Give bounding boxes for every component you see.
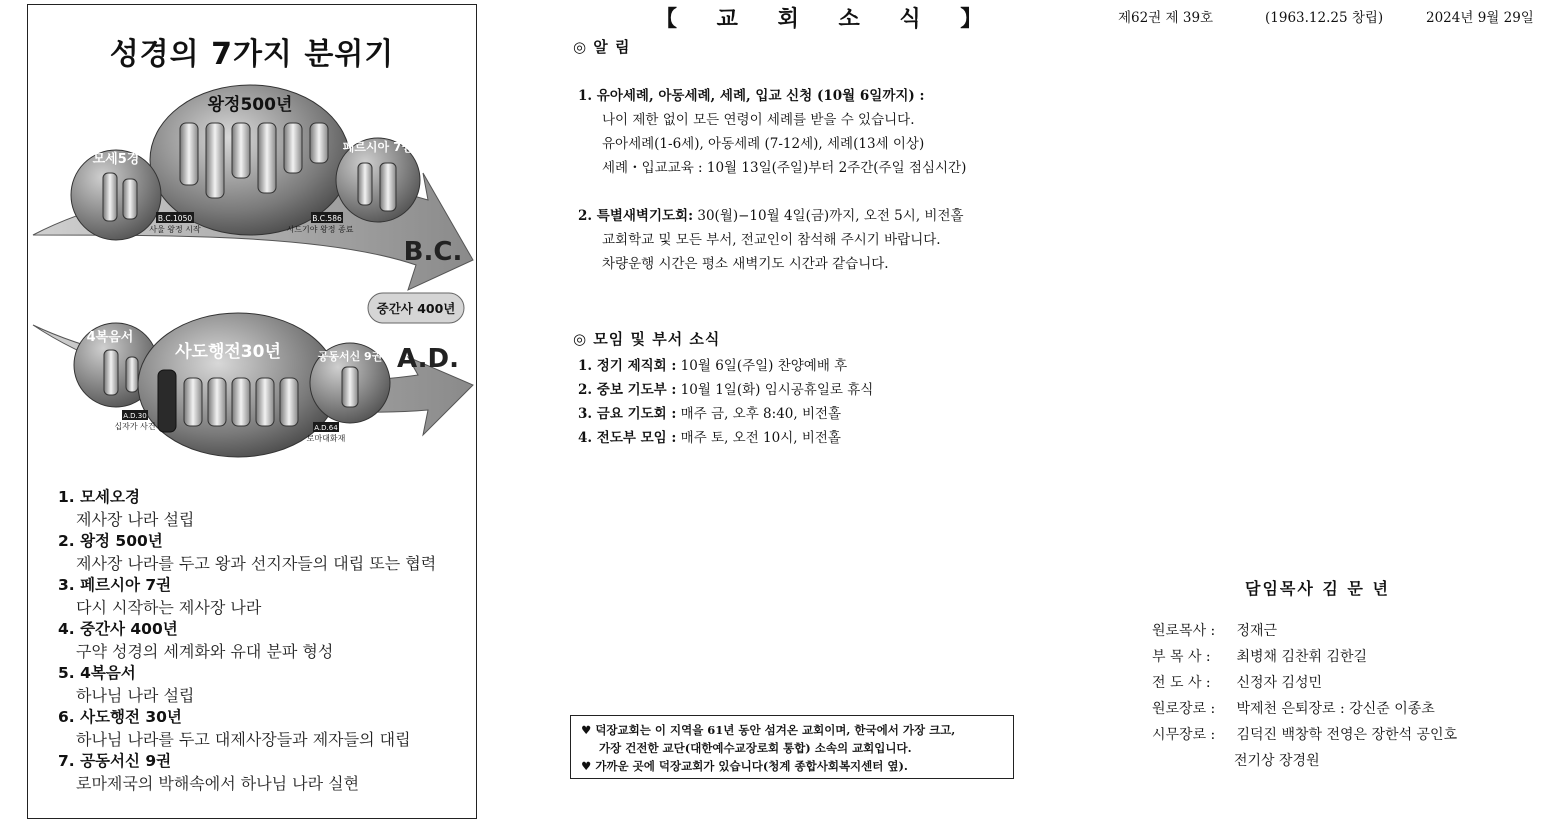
book-head: 3. 페르시아 7권 xyxy=(58,576,172,594)
gospels-label: 4복음서 xyxy=(86,330,134,345)
book-item xyxy=(58,487,468,531)
staff-names-continued: 전기상 장경원 xyxy=(1234,753,1320,769)
meeting-text: 10월 1일(화) 임시공휴일로 휴식 xyxy=(676,382,874,398)
staff-list xyxy=(1152,618,1457,774)
staff-names: 최병채 김찬휘 김한길 xyxy=(1232,649,1368,665)
meeting-text: 매주 금, 오후 8:40, 비전홀 xyxy=(676,406,842,422)
tag-ad64: A.D.64 xyxy=(314,424,338,432)
book-item xyxy=(58,575,468,619)
book-desc: 하나님 나라를 두고 대제사장들과 제자들의 대립 xyxy=(76,730,411,749)
notice-dawn-detail: 30(월)−10월 4일(금)까지, 오전 5시, 비전홀 xyxy=(693,208,964,224)
book-desc: 하나님 나라 설립 xyxy=(76,686,195,705)
staff-names: 신정자 김성민 xyxy=(1232,675,1323,691)
book-head: 4. 중간사 400년 xyxy=(58,620,178,638)
staff-label: 전 도 사 : xyxy=(1152,675,1211,691)
book-item xyxy=(58,663,468,707)
book-head: 5. 4복음서 xyxy=(58,664,136,682)
book-head: 7. 공동서신 9권 xyxy=(58,752,172,770)
meeting-label: 4. 전도부 모임 : xyxy=(578,430,677,446)
notice-line: 유아세례(1-6세), 아동세례 (7-12세), 세례(13세 이상) xyxy=(602,136,925,152)
tag-bc586: B.C.586 xyxy=(312,214,342,223)
staff-row xyxy=(1152,722,1457,748)
acts-label: 사도행전30년 xyxy=(175,342,281,362)
staff-label: 원로목사 : xyxy=(1152,623,1216,639)
caption-saul: 사울 왕정 시작 xyxy=(149,225,201,234)
staff-row xyxy=(1152,644,1457,670)
staff-label: 부 목 사 : xyxy=(1152,649,1211,665)
book-desc: 제사장 나라 설립 xyxy=(76,510,195,529)
bible-timeline-graphic xyxy=(28,75,476,475)
list-item xyxy=(578,378,873,402)
notice-line: 교회학교 및 모든 부서, 전교인이 참석해 주시기 바랍니다. xyxy=(602,232,941,248)
book-item xyxy=(58,707,468,751)
tag-bc1050: B.C.1050 xyxy=(157,214,193,223)
caption-cross: 십자가 사건 xyxy=(114,422,156,431)
list-item xyxy=(578,354,873,378)
bible-infographic-panel xyxy=(27,4,477,819)
church-info-line: 가장 건전한 교단(대한예수교장로회 통합) 소속의 교회입니다. xyxy=(599,741,912,755)
book-head: 2. 왕정 500년 xyxy=(58,532,163,550)
staff-names: 김덕진 백창학 전영은 장한석 공인호 xyxy=(1232,727,1458,743)
meeting-label: 3. 금요 기도회 : xyxy=(578,406,677,422)
staff-label: 원로장로 : xyxy=(1152,701,1216,717)
book-desc: 구약 성경의 세계화와 유대 분파 형성 xyxy=(76,642,334,661)
notice-dawn-prayer xyxy=(578,204,1038,276)
bc-label: B.C. xyxy=(403,237,463,267)
notice-dawn-head xyxy=(578,204,1038,228)
meetings-heading: ◎ 모임 및 부서 소식 xyxy=(573,330,721,348)
notice-line: 세례・입교교육 : 10월 13일(주일)부터 2주간(주일 점심시간) xyxy=(602,160,967,176)
meeting-label: 1. 정기 제직회 : xyxy=(578,358,677,374)
staff-row xyxy=(1152,696,1457,722)
kingdom-label: 왕정500년 xyxy=(207,95,293,115)
list-item xyxy=(578,402,873,426)
church-info-box xyxy=(570,715,1014,779)
ad-label: A.D. xyxy=(397,344,459,374)
book-item xyxy=(58,531,468,575)
meeting-list xyxy=(578,354,873,450)
founded-date: (1963.12.25 창립) xyxy=(1265,10,1384,26)
book-head: 1. 모세오경 xyxy=(58,488,140,506)
notice-baptism xyxy=(578,84,1038,180)
book-item xyxy=(58,619,468,663)
notice-line: 차량운행 시간은 평소 새벽기도 시간과 같습니다. xyxy=(602,256,889,272)
notice-baptism-head: 1. 유아세례, 아동세례, 세례, 입교 신청 (10월 6일까지) : xyxy=(578,88,925,104)
volume-number: 제62권 제 39호 xyxy=(1118,10,1214,26)
notices-heading: ◎ 알 림 xyxy=(573,38,631,56)
book-desc: 로마제국의 박해속에서 하나님 나라 실현 xyxy=(76,774,360,793)
persia-label: 페르시아 7권 xyxy=(342,140,414,154)
issue-date: 2024년 9월 29일 xyxy=(1426,10,1534,26)
epistles-label: 공동서신 9권 xyxy=(317,350,383,363)
staff-names: 박제천 은퇴장로 : 강신준 이종초 xyxy=(1232,701,1435,717)
meeting-label: 2. 중보 기도부 : xyxy=(578,382,677,398)
notice-dawn-title: 2. 특별새벽기도회: xyxy=(578,208,694,224)
book-item xyxy=(58,751,468,795)
church-info-line: ♥ 가까운 곳에 덕장교회가 있습니다(청계 종합사회복지센터 옆). xyxy=(581,759,908,773)
meeting-text: 10월 6일(주일) 찬양예배 후 xyxy=(676,358,848,374)
staff-row xyxy=(1152,670,1457,696)
book-list xyxy=(58,487,468,795)
senior-pastor: 담임목사 김 문 년 xyxy=(1245,579,1390,598)
staff-names: 정재근 xyxy=(1232,623,1278,639)
tag-ad30: A.D.30 xyxy=(123,412,147,420)
notice-line: 나이 제한 없이 모든 연령이 세례를 받을 수 있습니다. xyxy=(602,112,915,128)
book-desc: 다시 시작하는 제사장 나라 xyxy=(76,598,262,617)
book-desc: 제사장 나라를 두고 왕과 선지자들의 대립 또는 협력 xyxy=(76,554,437,573)
book-head: 6. 사도행전 30년 xyxy=(58,708,182,726)
intertestamental-label: 중간사 400년 xyxy=(376,301,456,316)
staff-label: 시무장로 : xyxy=(1152,727,1216,743)
staff-row xyxy=(1152,618,1457,644)
church-info-line: ♥ 덕장교회는 이 지역을 61년 동안 섬겨온 교회이며, 한국에서 가장 크고, xyxy=(581,723,956,737)
moses-label: 모세5경 xyxy=(92,152,140,167)
meeting-text: 매주 토, 오전 10시, 비전홀 xyxy=(676,430,841,446)
bulletin-title: 【 교 회 소 식 】 xyxy=(655,6,999,32)
list-item xyxy=(578,426,873,450)
infographic-title: 성경의 7가지 분위기 xyxy=(109,37,395,72)
caption-zedekiah: 시드기야 왕정 종료 xyxy=(286,225,354,234)
caption-rome: 로마대화재 xyxy=(306,434,346,443)
